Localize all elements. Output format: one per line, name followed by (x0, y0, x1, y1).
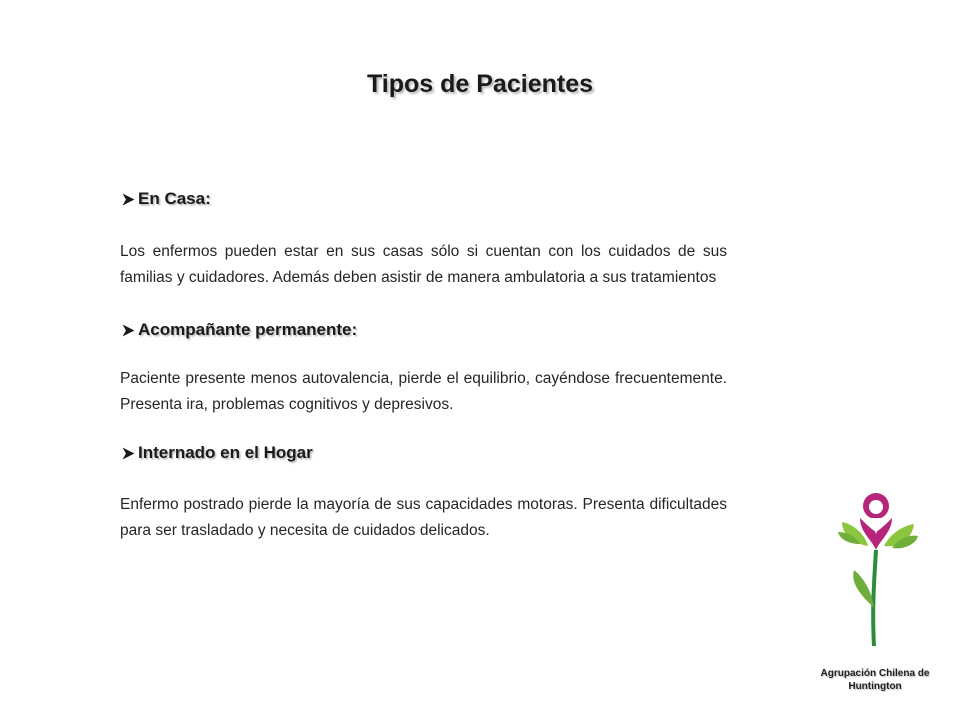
arrowhead-bullet-icon (120, 191, 137, 208)
section-heading-acompanante (120, 317, 727, 343)
logo-caption-line2: Huntington (848, 681, 902, 692)
section-heading-label: Internado en el Hogar (138, 443, 313, 462)
section-body-internado: Enfermo postrado pierde la mayoría de sus capacidades motoras. Presenta dificultades para ser trasladado y necesita de cuidados delicados. (120, 496, 727, 539)
section-heading-label: En Casa: (138, 189, 211, 208)
section-heading-en-casa (120, 186, 727, 212)
section-heading-label: Acompañante permanente: (138, 320, 358, 339)
arrowhead-bullet-icon (120, 322, 137, 339)
section-body-acompanante: Paciente presente menos autovalencia, pierde el equilibrio, cayéndose frecuentemente. Presenta ira, problemas cognitivos y depresivos. (120, 370, 727, 413)
logo-caption (800, 667, 950, 693)
section-heading-internado (120, 440, 727, 466)
arrowhead-bullet-icon (120, 445, 137, 462)
section-body-en-casa: Los enfermos pueden estar en sus casas sólo si cuentan con los cuidados de sus familias y cuidadores. Además deben asistir de manera ambulatoria a sus tratamientos (120, 243, 727, 286)
logo-caption-line1: Agrupación Chilena de (820, 668, 930, 679)
slide-content (120, 186, 727, 544)
flower-person-logo-icon (838, 488, 918, 648)
slide-title: Tipos de Pacientes (366, 70, 593, 98)
